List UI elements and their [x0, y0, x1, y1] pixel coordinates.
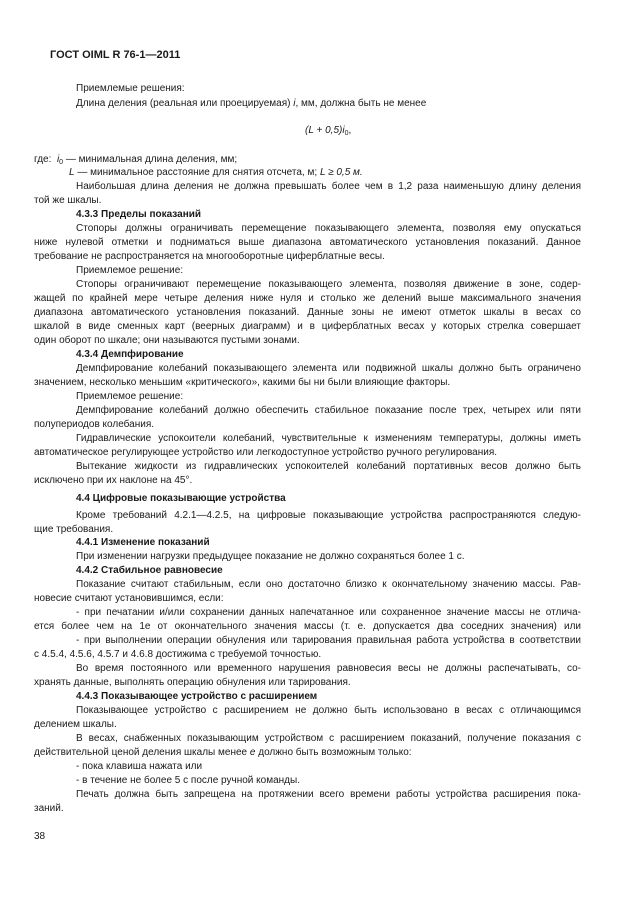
s44-line-2: щие требования.	[34, 524, 114, 535]
max-length-line-2: той же шкалы.	[34, 195, 102, 206]
s434-hydraulic-line-1: Гидравлические успокоители колебаний, чувствительные к изменениям температуры, должны иметь	[76, 433, 581, 444]
s433-solution-line-2: жащей по крайней мере четыре деления ниже нуля и столько же делений выше максимального значения	[34, 293, 581, 304]
s441-line-1: При изменении нагрузки предыдущее показание не должно сохраняться более 1 с.	[76, 551, 465, 562]
s434-solution-line-1: Демпфирование колебаний должно обеспечить стабильное показание после трех, четырех или пяти	[76, 405, 581, 416]
s443-line-5: Печать должна быть запрещена на протяжении всего времени работы устройства расширения пока-	[76, 789, 581, 800]
s433-solution-line-4: шкалой в виде сменных карт (веерных диаграмм) и в циферблатных весах у которых стрелка совершает	[34, 321, 581, 332]
s443-line-1: Показывающее устройство с расширением не должно быть использовано в весах с отличающимся	[76, 705, 581, 716]
s434-solution-line-2: полупериодов колебания.	[34, 419, 155, 430]
s442-bullet-1-line-1: - при печатании и/или сохранении данных напечатанное или сохраненное значение массы не отлича-	[76, 607, 581, 618]
s443-line-6: заний.	[34, 803, 64, 814]
where-i-line: где: $i_0$ — минимальная длина деления, мм;	[34, 154, 238, 166]
standard-header: ГОСТ OIML R 76-1—2011	[50, 49, 181, 61]
s433-line-1: Стопоры должны ограничивать перемещение показывающего элемента, позволяя ему опускаться	[76, 223, 581, 234]
s442-line-1: Показание считают стабильным, если оно достаточно близко к окончательному значению массы. Рав-	[76, 579, 581, 590]
s442-bullet-2-line-2: с 4.5.4, 4.5.6, 4.5.7 и 4.6.8 достижима с требуемой точностью.	[34, 649, 322, 660]
s442-bullet-2-line-1: - при выполнении операции обнуления или тарирования правильная работа устройства в соответствии	[76, 635, 581, 646]
acceptable-solutions-label: Приемлемые решения:	[76, 83, 185, 94]
s433-solution-line-5: один оборот по шкале; они называются пустыми зонами.	[34, 335, 300, 346]
section-4-4-2-title: 4.4.2 Стабильное равновесие	[76, 565, 223, 576]
s433-line-2: ниже нулевой отметки и подниматься выше диапазона автоматического установления показаний. Данное	[34, 237, 581, 248]
s434-leak-line-1: Вытекание жидкости из гидравлических успокоителей колебаний портативных весов должно быть	[76, 461, 581, 472]
s443-bullet-1: - пока клавиша нажата или	[76, 761, 203, 772]
where-L-line: L — минимальное расстояние для снятия отсчета, м; L ≥ 0,5 м.	[69, 167, 363, 178]
section-4-3-4-title: 4.3.4 Демпфирование	[76, 349, 184, 360]
s434-leak-line-2: исключено при их наклоне на 45°.	[34, 475, 193, 486]
s433-acceptable-label: Приемлемое решение:	[76, 265, 184, 276]
formula: $(L + 0,5)i_0$,	[305, 125, 352, 137]
s442-line-4: хранять данные, выполнять операцию обнуления или тарирования.	[34, 677, 351, 688]
section-4-4-1-title: 4.4.1 Изменение показаний	[76, 537, 210, 548]
s434-acceptable-label: Приемлемое решение:	[76, 391, 184, 402]
s443-line-3: В весах, снабженных показывающим устройством с расширением показаний, получение показания с	[76, 733, 581, 744]
length-requirement: Длина деления (реальная или проецируемая) i, мм, должна быть не менее	[76, 98, 427, 109]
s433-solution-line-1: Стопоры ограничивают перемещение показывающего элемента, позволяя движение в зоне, содер-	[76, 279, 581, 290]
s434-line-2: значением, несколько меньшим «критического», какими бы ни были влияющие факторы.	[34, 377, 451, 388]
s433-solution-line-3: диапазона автоматического установления показаний. Данные зоны не имеют отметок шкалы в весах со	[34, 307, 581, 318]
section-4-4-title: 4.4 Цифровые показывающие устройства	[76, 493, 286, 504]
s434-hydraulic-line-2: автоматическое регулирующее устройство или легкодоступное устройство ручного регулирования.	[34, 447, 498, 458]
section-4-4-3-title: 4.4.3 Показывающее устройство с расширением	[76, 691, 318, 702]
max-length-line-1: Наибольшая длина деления не должна превышать более чем в 1,2 раза наименьшую длину деления	[76, 181, 581, 192]
s442-bullet-1-line-2: ется более чем на 1е от окончательного значения массы (т. е. допускается два соседних значения) или	[34, 621, 581, 632]
section-4-3-3-title: 4.3.3 Пределы показаний	[76, 209, 202, 220]
s442-line-2: новесие считают установившимся, если:	[34, 593, 224, 604]
s442-line-3: Во время постоянного или временного нарушения равновесия весы не должны распечатывать, со-	[76, 663, 581, 674]
page-number: 38	[34, 831, 46, 842]
s44-line-1: Кроме требований 4.2.1—4.2.5, на цифровые показывающие устройства распространяются следую-	[76, 510, 581, 521]
s443-line-2: делением шкалы.	[34, 719, 117, 730]
s443-line-4: действительной ценой деления шкалы менее е должно быть возможным только:	[34, 747, 412, 758]
s433-line-3: требование не распространяется на многооборотные циферблатные весы.	[34, 251, 385, 262]
s434-line-1: Демпфирование колебаний показывающего элемента или подвижной шкалы должно быть ограничено	[76, 363, 581, 374]
s443-bullet-2: - в течение не более 5 с после ручной команды.	[76, 775, 300, 786]
